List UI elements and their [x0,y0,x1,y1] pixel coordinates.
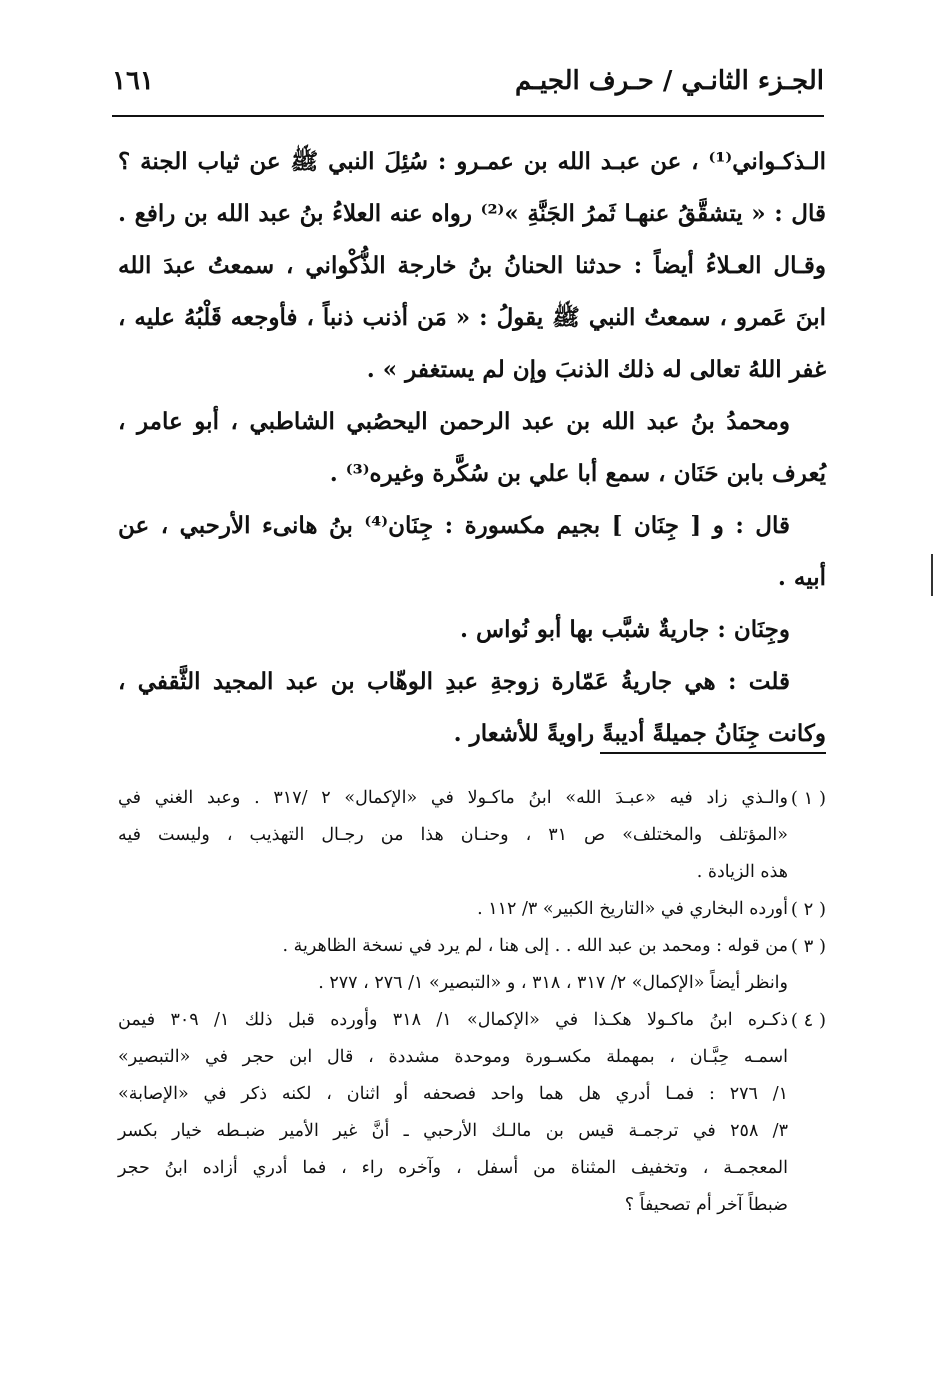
footnote-body [118,780,788,891]
footnote-line: هذه الزيادة . [696,862,788,882]
text-line: قال : و [ جِنَان ] بجيم مكسورة : جِنَان⁽⁴⁾ بنُ هانىء الأرحبي ، عن [118,512,791,539]
text-line: الـذكـواني⁽¹⁾ ، عن عبـد الله بن عمـرو : سُئِلَ النبي ﷺ عن ثياب الجنة ؟ [118,148,826,175]
footnote-line: اسمـه حِبَّـان ، بمهملة مكسـورة وموحدة مشددة ، قال ابن حجر في «التبصير» [118,1047,788,1067]
footnote-line: «المؤتلف والمختلف» ص ٣١ ، وحنـان هذا من رجـال التهذيب ، وليست فيه [118,825,788,845]
text-line: وجِنَان : جاريةٌ شبَّب بها أبو نُواس . [459,616,790,643]
footnote-line: من قوله : ومحمد بن عبد الله . . إلى هنا ، لم يرد في نسخة الظاهرية . [282,936,788,956]
footnote-divider [600,752,826,754]
footnote-number: ( ٣ ) [790,936,826,957]
footnote-body [118,928,788,1002]
footnote-line: ضبطاً آخر أم تصحيفاً ؟ [624,1195,788,1215]
margin-mark [931,554,933,596]
text-line: ابنَ عَمرو ، سمعتُ النبي ﷺ يقولُ : « مَن أذنب ذنباً ، فأوجعه قَلْبُهُ عليه ، [118,304,826,331]
footnote [118,1002,826,1224]
footnote [118,928,826,1002]
text-line: أبيه . [777,564,826,591]
text-line: وقـال العـلاءُ أيضاً : حدثنا الحنانُ بنُ خارجة الذُّكْواني ، سمعتُ عبدَ الله [118,252,826,279]
footnote-number: ( ٢ ) [790,899,826,920]
footnote-line: أورده البخاري في «التاريخ الكبير» ٣/ ١١٢ . [477,899,788,919]
text-line: غفر اللهُ تعالى له ذلك الذنبَ وإن لم يستغفر » . [366,356,826,383]
text-line: قلت : هي جاريةُ عَمّارة زوجةِ عبدِ الوهّاب بن عبد المجيد الثَّقفي ، [118,668,790,695]
footnote-number: ( ١ ) [790,788,826,809]
running-title: الجـزء الثانـي / حـرف الجيـم [515,66,824,96]
text-line: قال : « يتشقَّقُ عنهـا ثَمرُ الجَنَّةِ »⁽²⁾ رواه عنه العلاءُ بنُ عبد الله بن رافع . [118,200,826,227]
footnote-body [118,891,788,928]
footnote-line: والـذي زاد فيه «عبـدَ الله» ابنُ ماكـولا في «الإكمال» ٢ /٣١٧ . وعبد الغني في [118,788,788,808]
footnote-line: المعجمـة ، وتخفيف المثناة من أسفل ، وآخره راء ، فما أدري أزاده ابنُ حجر [118,1158,788,1178]
footnote-line: ذكـره ابنُ ماكـولا هكـذا في «الإكمال» ١/ ٣١٨ وأورده قبل ذلك ١/ ٣٠٩ فيمن [118,1010,789,1030]
header-divider [112,115,824,117]
text-line: يُعرف بابن حَنَان ، سمع أبا علي بن سُكَّرة وغيره⁽³⁾ . [329,460,826,487]
footnote-line: وانظر أيضاً «الإكمال» ٢/ ٣١٧ ، ٣١٨ ، و «التبصير» ١/ ٢٧٦ ، ٢٧٧ . [318,973,788,993]
page-number: ١٦١ [112,66,154,96]
text-line: ومحمدُ بنُ عبد الله بن عبد الرحمن اليحصُبي الشاطبي ، أبو عامر ، [118,408,790,435]
footnote-body [118,1002,788,1224]
footnote [118,891,826,928]
footnote-line: ١/ ٢٧٦ : فمـا أدري هل هما واحد فصحفه أو اثنان ، لكنه ذكر في «الإصابة» [118,1084,788,1104]
text-line: وكانت جِنَانُ جميلةً أديبةً راويةً للأشعار . [453,720,826,747]
main-text [118,136,826,760]
footnote [118,780,826,891]
footnotes [118,780,826,1224]
footnote-line: ٣/ ٢٥٨ في ترجمـة قيس بن مالـك الأرحبي ـ أنَّ غير الأمير ضبـطه خيار بكسر [118,1121,788,1141]
page-header [112,60,824,114]
footnote-number: ( ٤ ) [790,1010,826,1031]
